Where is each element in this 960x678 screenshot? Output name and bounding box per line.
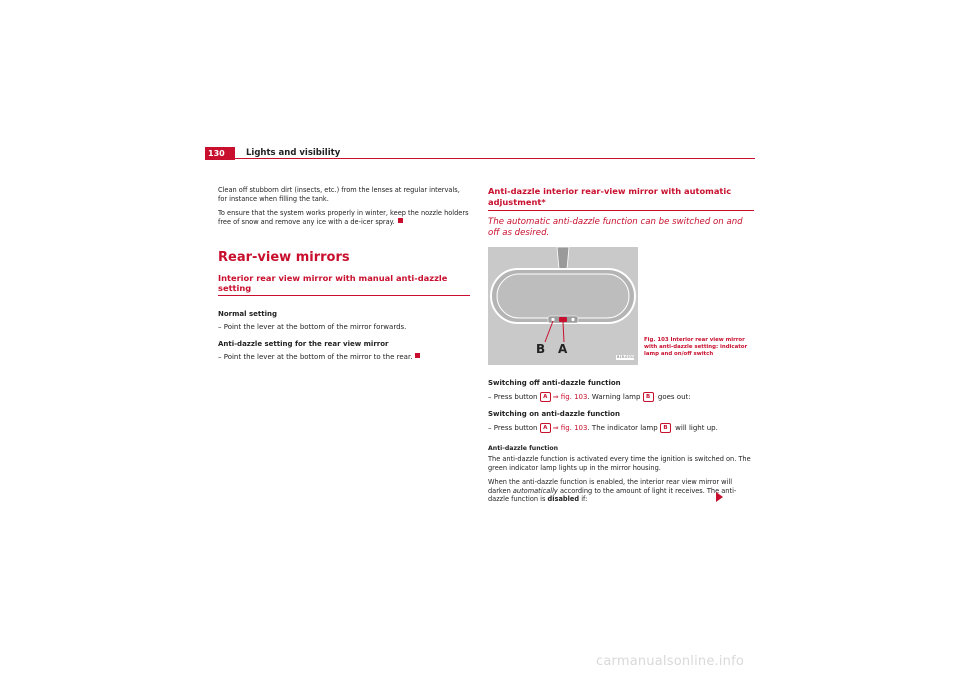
watermark: carmanualsonline.info [596, 654, 745, 669]
paragraph-lens-cleaning: Clean off stubborn dirt (insects, etc.) from the lenses at regular intervals, for instance when filling the tank. [218, 186, 460, 203]
figure-caption: Fig. 103 Interior rear view mirror with anti-dazzle setting: indicator lamp and on/off switch [644, 337, 748, 357]
note-paragraph-2 [488, 478, 754, 504]
note-p2-bold: disabled [547, 495, 580, 504]
switch-off-mid: . Warning lamp [587, 393, 641, 401]
page-number: 130 [205, 147, 235, 160]
anti-dazzle-step [218, 353, 470, 362]
switch-off-pre: – Press button [488, 393, 538, 401]
figure-reference-link[interactable]: ⇒ fig. 103 [552, 393, 588, 401]
subsection-title: Interior rear view mirror with manual anti-dazzle setting [218, 273, 470, 296]
section-end-icon [415, 353, 420, 358]
lead-text: The automatic anti-dazzle function can be switched on and off as desired. [488, 217, 743, 238]
switch-off-post: goes out: [657, 393, 691, 401]
button-a-key: A [540, 423, 551, 433]
figure-label-a: A [558, 342, 568, 356]
anti-dazzle-step-text: – Point the lever at the bottom of the mirror to the rear. [218, 353, 413, 362]
figure-label-b: B [536, 342, 546, 356]
mirror-illustration [488, 247, 638, 365]
note-p2-a: When the anti-dazzle function is enabled, the interior rear view mirror will darken [488, 478, 733, 495]
section-end-icon [398, 218, 403, 223]
section-title: Rear-view mirrors [218, 250, 350, 266]
paragraph-nozzle-winter [218, 209, 470, 226]
figure-code: B1R-0331 [617, 355, 635, 359]
lamp-b-key: B [660, 423, 671, 433]
normal-setting-step: – Point the lever at the bottom of the mirror forwards. [218, 323, 407, 332]
continue-arrow-icon [716, 492, 723, 502]
paragraph-nozzle-text: To ensure that the system works properly in winter, keep the nozzle holders free of snow and remove any ice with a de-icer spray. [218, 209, 469, 226]
normal-setting-heading: Normal setting [218, 310, 277, 319]
running-header-title: Lights and visibility [246, 148, 341, 158]
note-heading: Anti-dazzle function [488, 445, 559, 452]
switch-on-heading: Switching on anti-dazzle function [488, 410, 620, 418]
lamp-b-key: B [643, 392, 654, 402]
switch-off-heading: Switching off anti-dazzle function [488, 379, 621, 387]
figure-103 [488, 247, 754, 365]
switch-on-pre: – Press button [488, 424, 538, 432]
switch-on-mid: . The indicator lamp [587, 424, 658, 432]
note-p2-c: if: [581, 495, 588, 504]
note-p2-b: according to the amount of light it receives. The anti-dazzle function is [488, 486, 737, 504]
switch-on-post: will light up. [675, 424, 718, 432]
right-section-title: Anti-dazzle interior rear-view mirror with automatic adjustment* [488, 186, 754, 211]
switch-off-step [488, 392, 754, 402]
right-column [488, 186, 754, 510]
anti-dazzle-heading: Anti-dazzle setting for the rear view mirror [218, 340, 389, 349]
left-column [218, 186, 470, 370]
note-paragraph-1: The anti-dazzle function is activated every time the ignition is switched on. The green indicator lamp lights up in the mirror housing. [488, 455, 751, 472]
button-a-key: A [540, 392, 551, 402]
figure-reference-link[interactable]: ⇒ fig. 103 [552, 424, 588, 432]
note-p2-italic: automatically [512, 486, 558, 495]
switch-on-step [488, 423, 754, 433]
